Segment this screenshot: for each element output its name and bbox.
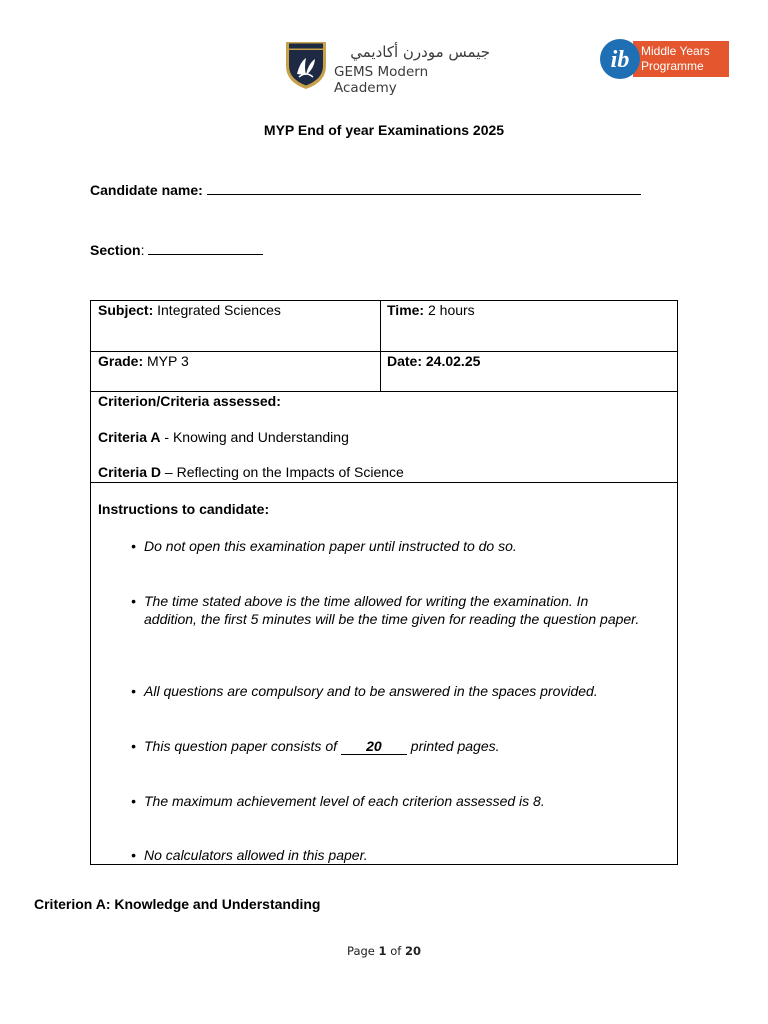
instruction-item: • Do not open this examination paper until instructed to do so. <box>144 538 664 556</box>
grade-cell <box>98 353 189 369</box>
page-word: Page <box>347 944 375 958</box>
section-colon: : <box>140 242 145 258</box>
school-name-arabic: جيمس مودرن أكاديمي <box>350 43 490 61</box>
candidate-name-label: Candidate name: <box>90 182 203 198</box>
section-blank[interactable] <box>148 253 263 255</box>
ib-programme-line-1: Middle Years <box>641 44 710 58</box>
table-divider <box>91 351 677 352</box>
instruction-item: • All questions are compulsory and to be answered in the spaces provided. <box>144 683 664 701</box>
grade-value: MYP 3 <box>143 353 189 369</box>
subject-value: Integrated Sciences <box>153 302 281 318</box>
time-label: Time: <box>387 302 425 318</box>
instruction-item: • This question paper consists of 20 printed pages. <box>144 738 664 756</box>
school-logo <box>284 40 494 96</box>
table-divider <box>91 482 677 483</box>
table-column-divider <box>380 301 381 391</box>
of-word: of <box>390 944 402 958</box>
instructions-heading: Instructions to candidate: <box>98 501 270 517</box>
criteria-d-label: Criteria D <box>98 464 162 480</box>
bullet-icon: • <box>131 593 136 609</box>
instruction-item: • No calculators allowed in this paper. <box>144 847 664 865</box>
criteria-a-label: Criteria A <box>98 429 161 445</box>
bullet-icon: • <box>131 738 136 754</box>
ib-myp-logo <box>599 38 731 80</box>
page-number-footer <box>0 944 768 958</box>
date-label: Date: 24.02.25 <box>387 353 481 369</box>
criteria-d-text: – Reflecting on the Impacts of Science <box>161 464 404 480</box>
page-current: 1 <box>378 944 387 958</box>
criteria-heading: Criterion/Criteria assessed: <box>98 393 281 409</box>
page-count-value: 20 <box>341 739 407 755</box>
instruction-item: • The time stated above is the time allowed for writing the examination. In addition, the first 5 minutes will be the time given for reading the question paper. <box>144 593 644 628</box>
subject-label: Subject: <box>98 302 154 318</box>
date-cell <box>387 353 480 369</box>
table-divider <box>91 391 677 392</box>
grade-label: Grade: <box>98 353 144 369</box>
section-label: Section <box>90 242 141 258</box>
bullet-icon: • <box>131 538 136 554</box>
ib-programme-line-2: Programme <box>641 59 704 73</box>
instruction-item: • The maximum achievement level of each criterion assessed is 8. <box>144 793 664 811</box>
exam-info-table <box>90 300 678 865</box>
criterion-a-heading: Criterion A: Knowledge and Understanding <box>34 896 321 912</box>
ib-logo-icon <box>599 38 641 80</box>
candidate-name-field[interactable] <box>90 182 641 198</box>
criteria-a-text: - Knowing and Understanding <box>160 429 349 445</box>
subject-cell <box>98 302 281 318</box>
bullet-icon: • <box>131 683 136 699</box>
section-field[interactable] <box>90 242 263 258</box>
criteria-d-line <box>98 464 404 480</box>
criteria-a-line <box>98 429 349 445</box>
ib-programme-banner <box>633 41 729 77</box>
svg-text:ib: ib <box>610 47 630 73</box>
time-cell <box>387 302 475 318</box>
bullet-icon: • <box>131 847 136 863</box>
school-crest-icon <box>284 40 328 90</box>
page-total: 20 <box>404 944 421 958</box>
exam-title: MYP End of year Examinations 2025 <box>263 122 505 138</box>
bullet-icon: • <box>131 793 136 809</box>
candidate-name-blank[interactable] <box>207 193 641 195</box>
school-name-english: GEMS Modern Academy <box>334 64 429 96</box>
time-value: 2 hours <box>424 302 475 318</box>
